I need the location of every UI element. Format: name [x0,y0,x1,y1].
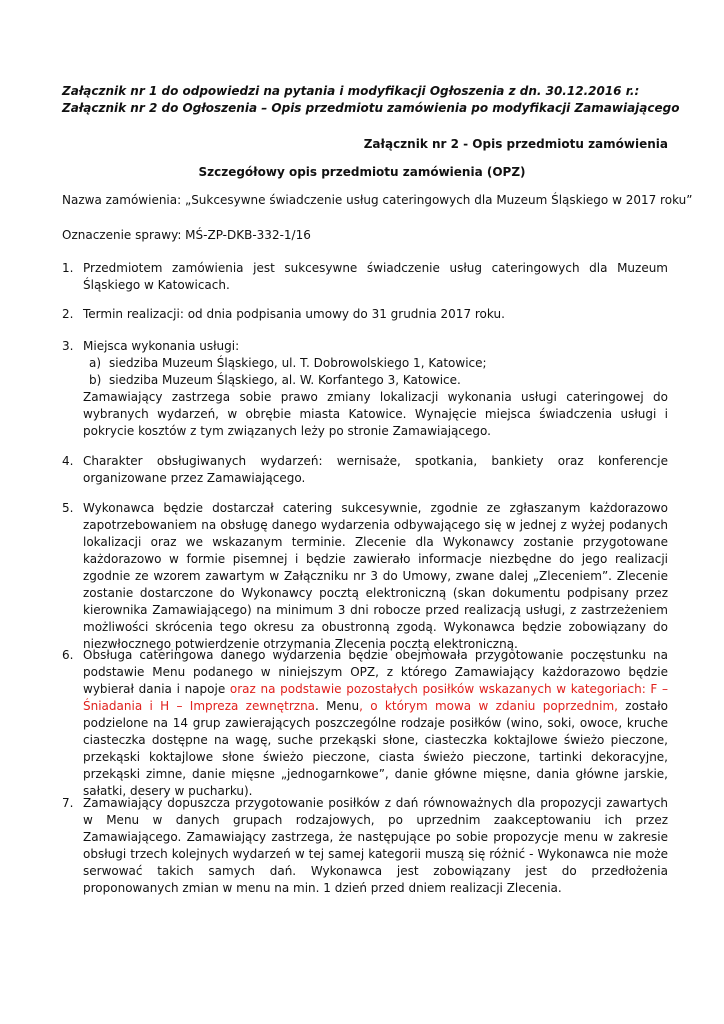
item-text-part-3: zostało podzielone na 14 grup zawierających poszczególne rodzaje posiłków (wino, soki, owoce, kruche ciasteczka dostępne na wagę, suche przekąski słone, ciasteczka koktajlowe świeżo pieczone, przekąski koktajlowe słone świeżo pieczone, ciasta świeżo pieczone, tartinki dekoracyjne, przekąski zimne, danie mięsne „jednogarnkowe”, danie główne mięsne, dania główne jarskie, sałatki, desery w pucharku). [83,699,668,798]
order-name: Nazwa zamówienia: „Sukcesywne świadczenie usług cateringowych dla Muzeum Śląskiego w 2017 roku” [62,193,693,207]
item-text-part-1: Obsługa cateringowa danego wydarzenia będzie obejmowała przygotowanie poczęstunku na podstawie Menu podanego w niniejszym OPZ, z którego Zamawiający każdorazowo będzie wybierał dania i napoje [83,648,668,696]
list-item-4 [62,453,668,487]
case-reference: Oznaczenie sprawy: MŚ-ZP-DKB-332-1/16 [62,228,311,242]
sub-item-text: siedziba Muzeum Śląskiego, ul. T. Dobrowolskiego 1, Katowice; [109,356,487,370]
list-item-1 [62,260,668,294]
item-text: Wykonawca będzie dostarczał catering sukcesywnie, zgodnie ze zgłaszanym każdorazowo zapotrzebowaniem na obsługę danego wydarzenia odbywającego się w jednej z wyżej podanych lokalizacji oraz we wskazanym terminie. Zlecenie dla Wykonawcy zostanie przygotowane każdorazowo w formie pisemnej i będzie zawierało informacje niezbędne do jego realizacji zgodnie ze wzorem zawartym w Załączniku nr 3 do Umowy, zwane dalej „Zleceniem”. Zlecenie zostanie dostarczone do Wykonawcy pocztą elektroniczną (skan dokumentu podpisany przez kierownika Zamawiającego) na minimum 3 dni robocze przed realizacją usługi, z zastrzeżeniem możliwości skrócenia tego okresu za obustronną zgodą. Wykonawca będzie zobowiązany do niezwłocznego potwierdzenie otrzymania Zlecenia pocztą elektroniczną. [83,501,668,651]
sub-item-a [83,355,668,372]
list-item-5 [62,500,668,653]
item-text-part-2: . Menu [315,699,360,713]
item-text: Przedmiotem zamówienia jest sukcesywne świadczenie usług cateringowych dla Muzeum Śląskiego w Katowicach. [83,261,668,292]
sub-item-letter: b) [89,373,102,387]
header-line-2: Załącznik nr 2 do Ogłoszenia – Opis przedmiotu zamówienia po modyfikacji Zamawiającego [62,101,680,115]
list-item-6 [62,647,668,800]
item-number: 4. [62,454,74,468]
list-item-2 [62,306,668,323]
annex-title: Załącznik nr 2 - Opis przedmiotu zamówienia [363,137,668,151]
item-number: 5. [62,501,74,515]
sub-list [83,355,668,389]
item-text: Charakter obsługiwanych wydarzeń: wernisaże, spotkania, bankiety oraz konferencje organizowane przez Zamawiającego. [83,454,668,485]
item-text: Zamawiający dopuszcza przygotowanie posiłków z dań równoważnych dla propozycji zawartych w Menu w danych grupach rodzajowych, po uprzednim zaakceptowaniu ich przez Zamawiającego. Zamawiający zastrzega, że następujące po sobie propozycje menu w zakresie obsługi trzech kolejnych wydarzeń w tej samej kategorii muszą się różnić - Wykonawca nie może serwować takich samych dań. Wykonawca jest zobowiązany jest do przedłożenia proponowanych zmian w menu na min. 1 dzień przed dniem realizacji Zlecenia. [83,796,668,895]
modified-text-2: , o którym mowa w zdaniu poprzednim, [359,699,618,713]
item-number: 2. [62,307,74,321]
item-text: Zamawiający zastrzega sobie prawo zmiany lokalizacji wykonania usługi cateringowej do wybranych wydarzeń, w obrębie miasta Katowice. Wynajęcie miejsca świadczenia usługi i pokrycie kosztów z tym związanych leży po stronie Zamawiającego. [83,390,668,438]
list-item-3 [62,338,668,440]
item-number: 3. [62,339,74,353]
sub-item-text: siedziba Muzeum Śląskiego, al. W. Korfantego 3, Katowice. [109,373,461,387]
item-text: Termin realizacji: od dnia podpisania umowy do 31 grudnia 2017 roku. [83,307,505,321]
modified-text-1: oraz na podstawie pozostałych posiłków wskazanych w kategoriach: F – Śniadania i H – Impreza zewnętrzna [83,682,668,713]
header-line-1: Załącznik nr 1 do odpowiedzi na pytania i modyfikacji Ogłoszenia z dn. 30.12.2016 r.: [62,84,640,98]
item-text [83,647,668,800]
item-number: 6. [62,648,74,662]
item-intro: Miejsca wykonania usługi: [83,339,240,353]
sub-item-b [83,372,668,389]
sub-item-letter: a) [89,356,102,370]
list-item-7 [62,795,668,897]
document-title: Szczegółowy opis przedmiotu zamówienia (OPZ) [198,165,526,179]
item-number: 1. [62,261,74,275]
item-number: 7. [62,796,74,810]
